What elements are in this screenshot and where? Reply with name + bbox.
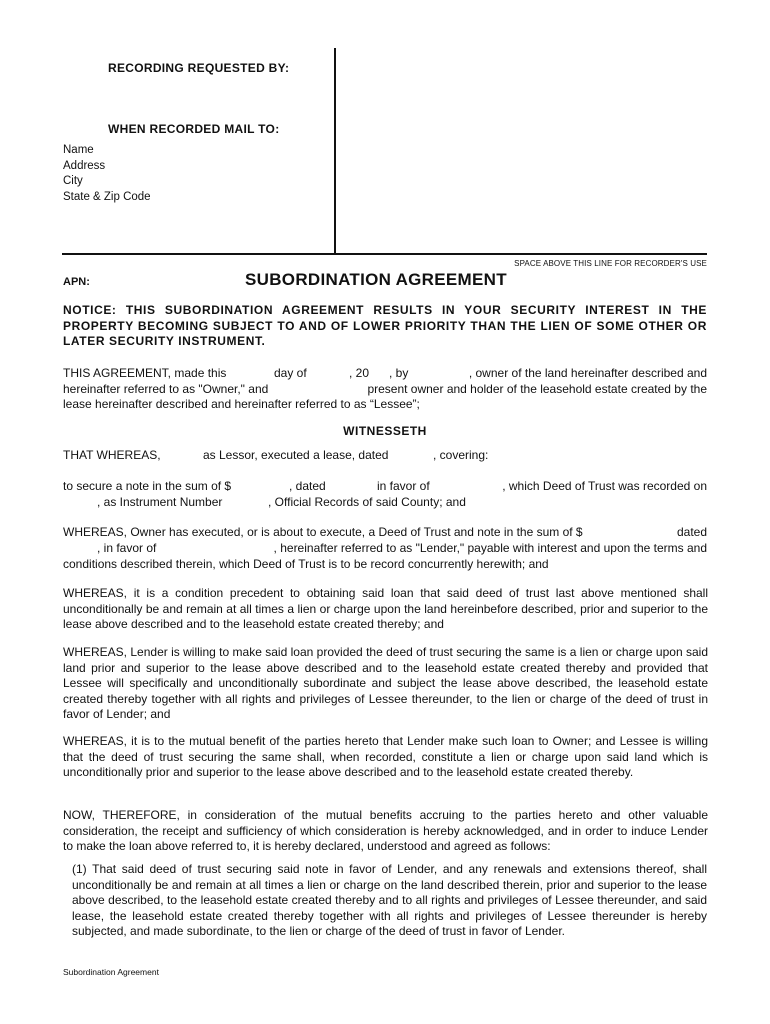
apn-label: APN: bbox=[63, 276, 90, 288]
item-1-paragraph: (1) That said deed of trust securing said note in favor of Lender, and any renewals and extensions thereof, shall unconditionally be and remain at all times a lien or charge on the land described therein, prior and superior to the lease above described, to the leasehold estate created thereby and to all rights and privileges of Lessee thereunder, and said lease, the leasehold estate created thereby together with all rights and privileges of Lessee thereunder is hereby subjected, and made subordinate, to the lien or charge of the deed of trust in favor of Lender. bbox=[72, 862, 707, 938]
state-zip-field-label: State & Zip Code bbox=[63, 190, 151, 203]
agreement-paragraph: THIS AGREEMENT, made this day of , 20 , by , owner of the land hereinafter described and hereinafter referred to as "Owner," and present owner and holder of the leasehold estate created by the lease hereinafter described and hereinafter referred to as “Lessee”; bbox=[63, 366, 707, 411]
now-therefore-paragraph: NOW, THEREFORE, in consideration of the mutual benefits accruing to the parties hereto and other valuable consideration, the receipt and sufficiency of which consideration is hereby acknowledged, and in order to induce Lender to make the loan above referred to, it is hereby declared, understood and agreed as follows: bbox=[63, 808, 708, 853]
recorder-use-note: SPACE ABOVE THIS LINE FOR RECORDER'S USE bbox=[514, 259, 707, 268]
name-field-label: Name bbox=[63, 144, 94, 156]
when-recorded-mail-to-label: WHEN RECORDED MAIL TO: bbox=[108, 122, 280, 136]
header-vertical-divider bbox=[334, 48, 336, 254]
recorder-space-divider bbox=[62, 253, 707, 255]
mutual-benefit-paragraph: WHEREAS, it is to the mutual benefit of the parties hereto that Lender make such loan to Owner; and Lessee is willing that the deed of trust securing the same shall, when recorded, constitute a lien or charge upon said land which is unconditionally prior and superior to the lease above described and to the leasehold estate created thereby. bbox=[63, 734, 708, 779]
secure-note-paragraph: to secure a note in the sum of $ , dated in favor of , which Deed of Trust was recorded on , as Instrument Number , Official Records of said County; and bbox=[63, 479, 707, 509]
document-title: SUBORDINATION AGREEMENT bbox=[245, 270, 507, 289]
whereas-owner-paragraph: WHEREAS, Owner has executed, or is about to execute, a Deed of Trust and note in the sum of $ dated , in favor of , hereinafter referred to as "Lender," payable with interest and upon the terms and conditions described therein, which Deed of Trust is to be record concurrently herewith; and bbox=[63, 525, 707, 571]
address-field-label: Address bbox=[63, 159, 106, 172]
condition-paragraph: WHEREAS, it is a condition precedent to obtaining said loan that said deed of trust last above mentioned shall unconditionally be and remain at all times a lien or charge upon the land hereinbefore described, prior and superior to the lease above described and to the leasehold estate created thereby; and bbox=[63, 586, 708, 631]
city-field-label: City bbox=[63, 175, 83, 187]
lender-willing-paragraph: WHEREAS, Lender is willing to make said loan provided the deed of trust securing the same is a lien or charge upon said land prior and superior to the lease above described and to the leasehold estate created thereby and provided that Lessee will specifically and unconditionally subordinate and subject the lease above described, the leasehold estate created thereby together with all rights and privileges of Lessee thereunder, to the lien or charge of the deed of trust in favor of Lender; and bbox=[63, 645, 708, 721]
mail-to-address-block bbox=[63, 143, 151, 205]
whereas-lessor-paragraph: THAT WHEREAS, as Lessor, executed a lease, dated , covering: bbox=[63, 448, 489, 462]
notice-paragraph: NOTICE: THIS SUBORDINATION AGREEMENT RESULTS IN YOUR SECURITY INTEREST IN THE PROPERTY BECOMING SUBJECT TO AND OF LOWER PRIORITY THAN THE LIEN OF SOME OTHER OR LATER SECURITY INSTRUMENT. bbox=[63, 303, 707, 348]
page-footer: Subordination Agreement bbox=[63, 967, 159, 977]
witnesseth-heading: WITNESSETH bbox=[343, 424, 427, 438]
recording-requested-by-label: RECORDING REQUESTED BY: bbox=[108, 61, 290, 75]
